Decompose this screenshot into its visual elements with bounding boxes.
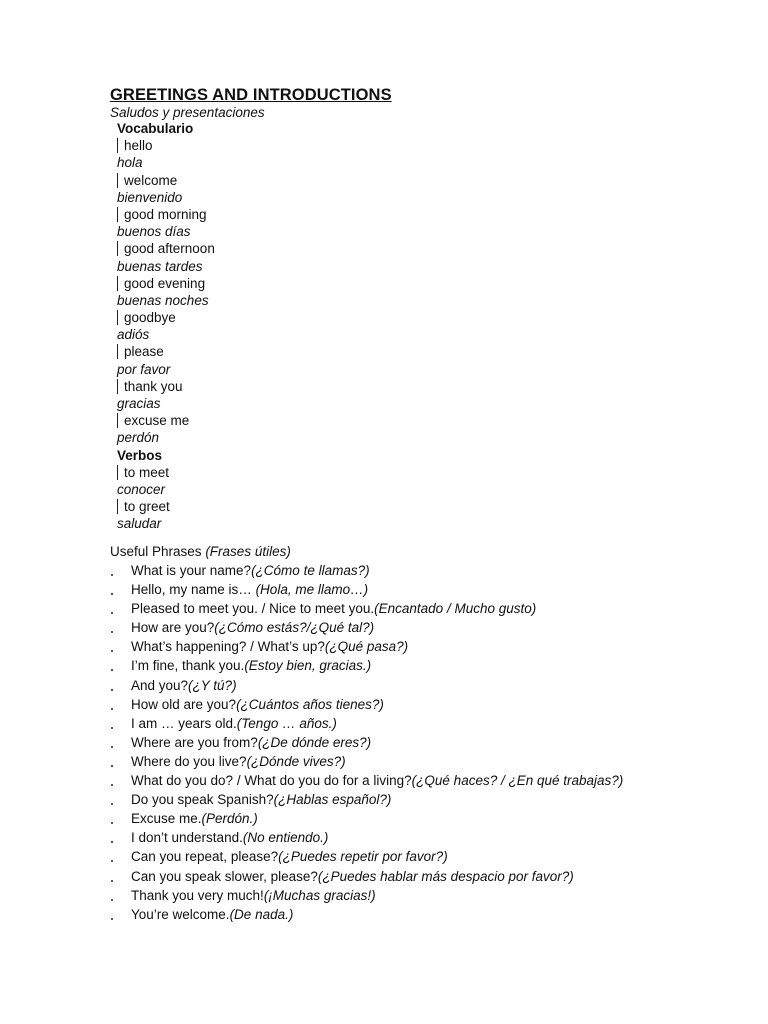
phrase-item xyxy=(110,847,750,866)
bar-marker-icon xyxy=(117,276,118,291)
verb-term-en xyxy=(117,464,517,481)
phrase-item xyxy=(110,599,750,618)
phrase-en: You’re welcome. xyxy=(131,906,230,922)
vocab-term-es: por favor xyxy=(117,361,171,377)
bar-marker-icon xyxy=(117,413,118,428)
phrase-text xyxy=(131,847,448,866)
phrase-es: (¿Hablas español?) xyxy=(273,792,392,808)
phrase-en: What do you do? / What do you do for a living? xyxy=(131,773,412,789)
bullet-dot-icon xyxy=(111,880,113,882)
vocab-term-en xyxy=(117,137,517,154)
bar-marker-icon xyxy=(117,207,118,222)
phrase-en: Where do you live? xyxy=(131,753,247,769)
phrase-es: (¿Qué pasa?) xyxy=(324,639,409,655)
vocab-term-en-text: hello xyxy=(124,138,153,154)
bar-marker-icon xyxy=(117,379,118,394)
phrase-es: (¡Muchas gracias!) xyxy=(263,887,376,903)
phrase-en: I am … years old. xyxy=(131,715,237,731)
phrase-en: Do you speak Spanish? xyxy=(131,792,274,808)
phrase-text xyxy=(131,905,293,924)
phrase-text xyxy=(131,561,370,580)
vocab-term-en-text: thank you xyxy=(124,378,183,394)
phrase-en: Where are you from? xyxy=(131,734,258,750)
phrase-item xyxy=(110,714,750,733)
phrase-en: I’m fine, thank you. xyxy=(131,658,245,674)
phrase-item xyxy=(110,867,750,886)
vocab-term-en xyxy=(117,172,517,189)
vocab-term-es: buenos días xyxy=(117,224,191,240)
phrase-en: Can you repeat, please? xyxy=(131,849,279,865)
phrase-text xyxy=(131,599,536,618)
verb-term-en-text: to greet xyxy=(124,499,170,515)
vocabulary-heading: Vocabulario xyxy=(117,121,194,136)
phrase-item xyxy=(110,656,750,675)
verb-term-en xyxy=(117,498,517,515)
bullet-dot-icon xyxy=(111,727,113,729)
vocab-term-es: adiós xyxy=(117,327,150,343)
phrase-text xyxy=(131,656,371,675)
phrase-en: Hello, my name is… xyxy=(131,582,252,598)
useful-phrases-heading xyxy=(110,544,291,559)
bullet-dot-icon xyxy=(111,631,113,633)
vocab-term-es: gracias xyxy=(117,396,161,411)
bar-marker-icon xyxy=(117,344,118,359)
vocab-term-es: bienvenido xyxy=(117,189,183,205)
bullet-dot-icon xyxy=(111,708,113,710)
vocab-term-en-text: goodbye xyxy=(124,310,176,326)
phrase-text xyxy=(131,695,384,714)
phrase-es: (Hola, me llamo…) xyxy=(255,582,369,598)
bullet-dot-icon xyxy=(111,918,113,920)
vocab-term-es: hola xyxy=(117,155,143,171)
phrase-es: (¿Y tú?) xyxy=(188,677,237,693)
vocab-term-en-text: good evening xyxy=(124,275,206,291)
vocabulary-section xyxy=(117,120,517,533)
bullet-dot-icon xyxy=(111,650,113,652)
phrase-text xyxy=(131,828,328,847)
phrase-item xyxy=(110,695,750,714)
phrase-en: What’s happening? / What’s up? xyxy=(131,639,325,655)
verb-term-en-text: to meet xyxy=(124,464,170,480)
bullet-dot-icon xyxy=(111,574,113,576)
phrase-en: Thank you very much! xyxy=(131,887,264,903)
phrase-en: How are you? xyxy=(131,620,215,636)
phrase-text xyxy=(131,733,371,752)
vocab-term-en xyxy=(117,343,517,360)
bar-marker-icon xyxy=(117,138,118,153)
phrase-es: (Perdón.) xyxy=(201,811,258,827)
page-subtitle: Saludos y presentaciones xyxy=(110,105,265,120)
bullet-dot-icon xyxy=(111,593,113,595)
phrase-text xyxy=(131,752,346,771)
phrase-text xyxy=(131,580,368,599)
vocab-term-en xyxy=(117,412,517,429)
phrase-es: (¿Qué haces? / ¿En qué trabajas?) xyxy=(411,773,624,789)
bar-marker-icon xyxy=(117,499,118,514)
vocab-term-es: perdón xyxy=(117,430,160,446)
bullet-dot-icon xyxy=(111,841,113,843)
phrase-text xyxy=(131,809,258,828)
vocab-term-en xyxy=(117,206,517,223)
useful-phrases-heading-es: (Frases útiles) xyxy=(205,544,291,559)
phrase-item xyxy=(110,790,750,809)
phrase-item xyxy=(110,905,750,924)
phrase-en: Excuse me. xyxy=(131,811,202,827)
bullet-dot-icon xyxy=(111,765,113,767)
verb-term-es: saludar xyxy=(117,516,162,532)
vocab-term-en xyxy=(117,240,517,257)
phrase-en: Can you speak slower, please? xyxy=(131,868,318,884)
bullet-dot-icon xyxy=(111,899,113,901)
vocab-term-en-text: please xyxy=(124,344,164,360)
phrase-es: (De nada.) xyxy=(229,906,294,922)
vocab-term-en xyxy=(117,378,517,395)
phrase-text xyxy=(131,714,337,733)
phrase-es: (¿Puedes hablar más despacio por favor?) xyxy=(317,868,574,884)
phrase-item xyxy=(110,752,750,771)
vocab-term-en xyxy=(117,309,517,326)
phrase-en: And you? xyxy=(131,677,189,693)
phrase-es: (Tengo … años.) xyxy=(236,715,337,731)
phrase-text xyxy=(131,676,237,695)
bullet-dot-icon xyxy=(111,803,113,805)
phrase-en: Pleased to meet you. / Nice to meet you. xyxy=(131,601,375,617)
phrase-text xyxy=(131,886,376,905)
phrase-text xyxy=(131,867,574,886)
phrase-es: (¿Cuántos años tienes?) xyxy=(236,696,384,712)
verbs-heading: Verbos xyxy=(117,447,163,463)
phrase-item xyxy=(110,828,750,847)
bullet-dot-icon xyxy=(111,746,113,748)
bullet-dot-icon xyxy=(111,860,113,862)
phrase-en: What is your name? xyxy=(131,563,252,578)
phrase-item xyxy=(110,886,750,905)
vocab-term-en-text: welcome xyxy=(124,172,178,188)
vocab-term-en-text: excuse me xyxy=(124,413,190,429)
phrase-text xyxy=(131,618,374,637)
phrase-text xyxy=(131,637,408,656)
phrase-es: (Encantado / Mucho gusto) xyxy=(374,601,537,617)
bar-marker-icon xyxy=(117,173,118,188)
phrase-es: (¿De dónde eres?) xyxy=(257,734,372,750)
phrase-es: (No entiendo.) xyxy=(242,830,329,846)
phrase-item xyxy=(110,561,750,580)
phrase-en: How old are you? xyxy=(131,696,237,712)
vocab-term-en-text: good afternoon xyxy=(124,241,215,257)
vocab-term-es: buenas noches xyxy=(117,292,209,308)
bullet-dot-icon xyxy=(111,784,113,786)
useful-phrases-list xyxy=(110,561,750,924)
phrase-item xyxy=(110,580,750,599)
phrase-item xyxy=(110,771,750,790)
phrase-es: (Estoy bien, gracias.) xyxy=(244,658,372,674)
phrase-item xyxy=(110,676,750,695)
vocab-term-es: buenas tardes xyxy=(117,258,203,274)
phrase-en: I don’t understand. xyxy=(131,830,243,846)
bar-marker-icon xyxy=(117,241,118,256)
phrase-es: (¿Puedes repetir por favor?) xyxy=(278,849,448,865)
phrase-es: (¿Cómo estás?/¿Qué tal?) xyxy=(214,620,375,636)
bullet-dot-icon xyxy=(111,822,113,824)
bullet-dot-icon xyxy=(111,669,113,671)
page-title: GREETINGS AND INTRODUCTIONS xyxy=(110,86,392,104)
phrase-item xyxy=(110,618,750,637)
bullet-dot-icon xyxy=(111,612,113,614)
bar-marker-icon xyxy=(117,465,118,480)
verb-term-es: conocer xyxy=(117,481,166,497)
phrase-text xyxy=(131,790,391,809)
bullet-dot-icon xyxy=(111,689,113,691)
phrase-es: (¿Cómo te llamas?) xyxy=(251,563,370,578)
useful-phrases-heading-en: Useful Phrases xyxy=(110,544,202,559)
bar-marker-icon xyxy=(117,310,118,325)
vocab-term-en xyxy=(117,275,517,292)
phrase-item xyxy=(110,637,750,656)
phrase-text xyxy=(131,771,623,790)
phrase-item xyxy=(110,733,750,752)
phrase-item xyxy=(110,809,750,828)
phrase-es: (¿Dónde vives?) xyxy=(246,753,346,769)
vocab-term-en-text: good morning xyxy=(124,206,207,222)
